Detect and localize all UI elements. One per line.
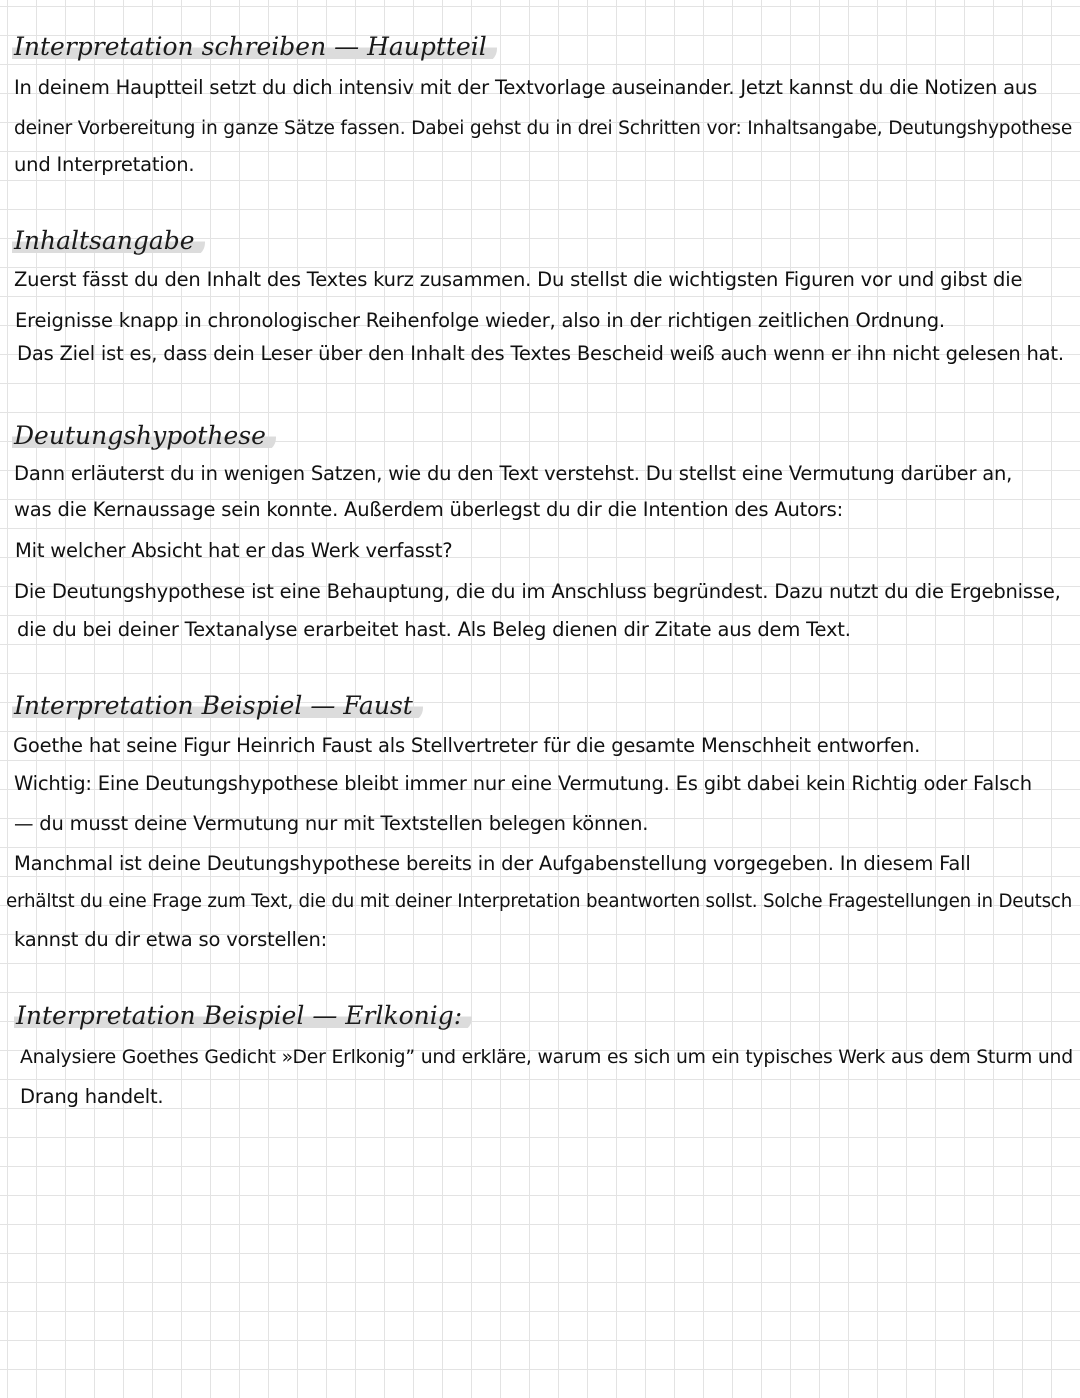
text-line: die du bei deiner Textanalyse erarbeitet hast. Als Beleg dienen dir Zitate aus dem Text.: [17, 618, 851, 641]
text-line: Dann erläuterst du in wenigen Satzen, wie du den Text verstehst. Du stellst eine Vermutung darüber an,: [14, 462, 1013, 485]
text-line: — du musst deine Vermutung nur mit Textstellen belegen können.: [14, 812, 649, 835]
text-line: Mit welcher Absicht hat er das Werk verfasst?: [15, 539, 453, 562]
heading-inhaltsangabe: Inhaltsangabe: [12, 225, 205, 257]
text-line: Die Deutungshypothese ist eine Behauptung, die du im Anschluss begründest. Dazu nutzt du die Ergebnisse,: [14, 580, 1061, 603]
heading-deutungshypothese: Deutungshypothese: [12, 420, 276, 452]
heading-beispiel-faust: Interpretation Beispiel — Faust: [12, 690, 423, 722]
text-line: Analysiere Goethes Gedicht »Der Erlkonig” und erkläre, warum es sich um ein typisches Werk aus dem Sturm und: [20, 1047, 1073, 1068]
text-line: Wichtig: Eine Deutungshypothese bleibt immer nur eine Vermutung. Es gibt dabei kein Richtig oder Falsch: [14, 772, 1032, 795]
text-line: deiner Vorbereitung in ganze Sätze fassen. Dabei gehst du in drei Schritten vor: Inhaltsangabe, Deutungshypothese: [14, 118, 1073, 139]
text-line: was die Kernaussage sein konnte. Außerdem überlegst du dir die Intention des Autors:: [14, 498, 843, 521]
text-line: Manchmal ist deine Deutungshypothese bereits in der Aufgabenstellung vorgegeben. In diesem Fall: [14, 852, 971, 875]
text-line: kannst du dir etwa so vorstellen:: [14, 928, 328, 951]
text-line: Das Ziel ist es, dass dein Leser über den Inhalt des Textes Bescheid weiß auch wenn er ihn nicht gelesen hat.: [17, 342, 1064, 365]
text-line: In deinem Hauptteil setzt du dich intensiv mit der Textvorlage auseinander. Jetzt kannst du die Notizen aus: [14, 76, 1038, 99]
heading-hauptteil: Interpretation schreiben — Hauptteil: [12, 31, 497, 63]
heading-beispiel-erlkonig: Interpretation Beispiel — Erlkonig:: [14, 1000, 472, 1032]
text-line: Zuerst fässt du den Inhalt des Textes kurz zusammen. Du stellst die wichtigsten Figuren vor und gibst die: [14, 268, 1023, 291]
text-line: Drang handelt.: [20, 1085, 164, 1108]
text-line: und Interpretation.: [14, 153, 195, 176]
text-line: Goethe hat seine Figur Heinrich Faust als Stellvertreter für die gesamte Menschheit entworfen.: [13, 734, 921, 757]
text-line: Ereignisse knapp in chronologischer Reihenfolge wieder, also in der richtigen zeitlichen Ordnung.: [15, 309, 945, 332]
text-line: erhältst du eine Frage zum Text, die du mit deiner Interpretation beantworten sollst. Solche Fragestellungen in Deutsch: [6, 891, 1073, 912]
